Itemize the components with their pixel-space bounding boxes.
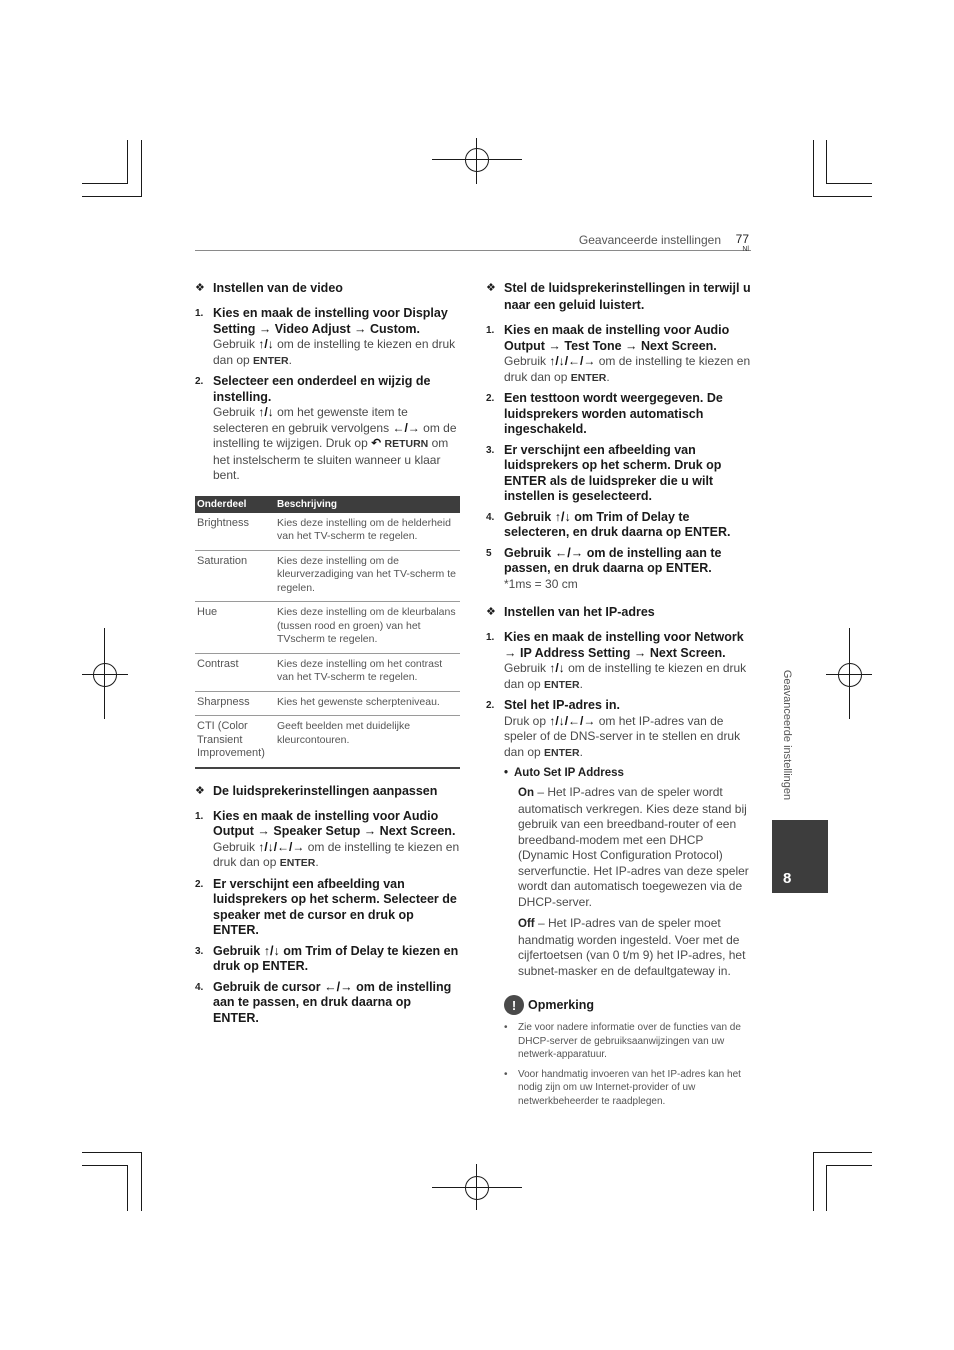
ip-step-1: 1. Kies en maak de instelling voor Network → IP Address Setting → Next Screen. Gebruik ↑/↓ om de instelling te kiezen en druk dan op ENTER.: [486, 630, 747, 691]
speaker-step-3: 3. Gebruik ↑/↓ om Trim of Delay te kiezen en druk op ENTER.: [195, 943, 459, 973]
enter-key-label: ENTER: [253, 354, 289, 367]
table-row: Sharpness Kies het gewenste scherpteniveau.: [195, 691, 460, 716]
up-down-arrows-icon: ↑/↓: [258, 405, 274, 419]
exclamation-icon: !: [504, 995, 524, 1015]
enter-key-label: ENTER: [544, 678, 580, 691]
tone-step-5: 5 Gebruik ←/→ om de instelling aan te passen, en druk daarna op ENTER. *1ms = 30 cm: [486, 545, 722, 591]
page-header: [195, 230, 751, 251]
diamond-icon: ❖: [195, 784, 205, 797]
table-row: Brightness Kies deze instelling om de helderheid van het TV-scherm te regelen.: [195, 513, 460, 551]
test-tone-heading: ❖ Stel de luidsprekerinstellingen in terwijl u naar een geluid luistert.: [486, 281, 751, 312]
table-row: Contrast Kies deze instelling om het contrast van het TV-scherm te regelen.: [195, 653, 460, 691]
diamond-icon: ❖: [195, 282, 205, 294]
up-down-arrows-icon: ↑/↓: [258, 337, 274, 351]
list-item: • Voor handmatig invoeren van het IP-adres kan het nodig zijn om uw Internet-provider of uw netwerkbeheerder te raadplegen.: [504, 1068, 741, 1107]
enter-key-label: ENTER: [544, 746, 580, 759]
video-heading: ❖ Instellen van de video: [195, 281, 343, 295]
four-arrows-icon: ↑/↓/←/→: [549, 713, 596, 728]
up-down-arrows-icon: ↑/↓: [263, 943, 280, 958]
video-settings-table: [195, 496, 460, 769]
chapter-number-tab: 8: [772, 820, 828, 893]
speaker-heading: ❖ De luidsprekerinstellingen aanpassen: [195, 783, 438, 798]
table-header-row: Onderdeel Beschrijving: [195, 496, 460, 513]
four-arrows-icon: ↑/↓/←/→: [549, 354, 596, 368]
off-option: Off – Het IP-adres van de speler moet handmatig worden ingesteld. Voer met de cijfertoetsen (van 0 t/m 9) het IP-adres, het subnet-masker en de defaultgateway in.: [518, 916, 746, 978]
on-option: On – Het IP-adres van de speler wordt automatisch verkregen. Kies deze stand bij gebruik van een breedband-router of een breedband-modem met een DHCP (Dynamic Host Configuration Protocol) serverfunctie. Het IP-adres van deze speler wordt dan automatisch toegewezen via de DHCP-server.: [518, 785, 749, 909]
table-row: Hue Kies deze instelling om de kleurbalans (tussen rood en groen) van het TVscherm te regelen.: [195, 602, 460, 654]
speaker-step-2: 2. Er verschijnt een afbeelding van luidsprekers op het scherm. Selecteer de speaker met de cursor en druk op ENTER.: [195, 876, 457, 937]
auto-ip-subtitle: • Auto Set IP Address: [504, 767, 624, 779]
speaker-step-4: 4. Gebruik de cursor ←/→ om de instelling aan te passen, en druk daarna op ENTER.: [195, 979, 452, 1025]
ip-step-2: 2. Stel het IP-adres in. Druk op ↑/↓/←/→ om het IP-adres van de speler of de DNS-server in te stellen en druk dan op ENTER. • Auto Set IP Address On – Het IP-adres van de speler wordt automatisch verkregen. Kies deze stand bij gebruik van een breedband-router of een breedband-modem met een DHCP (Dynamic Host Configuration Protocol) serverfunctie. Het IP-adres van deze speler wordt dan automatisch toegewezen via de DHCP-server. Off – Het IP-adres van de speler moet handmatig worden ingesteld. Voer met de cijfertoetsen (van 0 t/m 9) het IP-adres, het subnet-masker en de defaultgateway in.: [486, 698, 751, 985]
side-section-tab: Geavanceerde instellingen: [781, 669, 793, 801]
tone-step-1: 1. Kies en maak de instelling voor Audio Output → Test Tone → Next Screen. Gebruik ↑/↓/←/→ om de instelling te kiezen en druk dan op ENTER.: [486, 323, 751, 384]
left-right-arrows-icon: ←/→: [554, 545, 584, 560]
ip-heading: ❖ Instellen van het IP-adres: [486, 605, 655, 619]
note-heading: ! Opmerking: [504, 995, 751, 1015]
right-column: [486, 280, 751, 1114]
up-down-arrows-icon: ↑/↓: [549, 661, 565, 675]
left-right-arrows-icon: ←/→: [392, 420, 420, 435]
return-icon: ↶: [371, 436, 382, 450]
language-code: Nl: [742, 246, 749, 253]
speaker-step-1: 1. Kies en maak de instelling voor Audio Output → Speaker Setup → Next Screen. Gebruik ↑/↓/←/→ om de instelling te kiezen en druk dan op ENTER.: [195, 808, 460, 869]
tone-step-4: 4. Gebruik ↑/↓ om Trim of Delay te selecteren, en druk daarna op ENTER.: [486, 509, 731, 539]
video-step-2: 2. Selecteer een onderdeel en wijzig de instelling. Gebruik ↑/↓ om het gewenste item te selecteren en gebruik vervolgens ←/→ om de instelling te wijzigen. Druk op ↶ RETURN om het instelscherm te sluiten wanneer u klaar bent.: [195, 374, 457, 482]
left-column: [195, 280, 460, 1031]
left-right-arrows-icon: ←/→: [324, 979, 353, 994]
up-down-arrows-icon: ↑/↓: [554, 509, 571, 524]
tone-step-2: 2. Een testtoon wordt weergegeven. De luidsprekers worden automatisch ingeschakeld.: [486, 391, 723, 436]
table-row: Saturation Kies deze instelling om de kleurverzadiging van het TV-scherm te regelen.: [195, 550, 460, 602]
enter-key-label: ENTER: [279, 857, 316, 869]
tone-step-3: 3. Er verschijnt een afbeelding van luidsprekers op het scherm. Druk op ENTER als de luidspreker die u wilt instellen is geselecteerd.: [486, 442, 722, 503]
diamond-icon: ❖: [486, 282, 496, 294]
video-step-1: 1. Kies en maak de instelling voor Display Setting → Video Adjust → Custom. Gebruik ↑/↓ om de instelling te kiezen en druk dan op ENTER.: [195, 306, 456, 367]
return-key-label: RETURN: [384, 438, 429, 450]
four-arrows-icon: ↑/↓/←/→: [258, 839, 305, 854]
table-row: CTI (Color Transient Improvement) Geeft beelden met duidelijke kleurcontouren.: [195, 716, 460, 768]
diamond-icon: ❖: [486, 606, 496, 618]
list-item: • Zie voor nadere informatie over de functies van de DHCP-server de gebruiksaanwijzingen van uw netwerk-apparatuur.: [504, 1022, 741, 1060]
page-number: 77: [735, 232, 749, 246]
enter-key-label: ENTER: [570, 371, 607, 384]
header-section: Geavanceerde instellingen: [578, 233, 721, 247]
